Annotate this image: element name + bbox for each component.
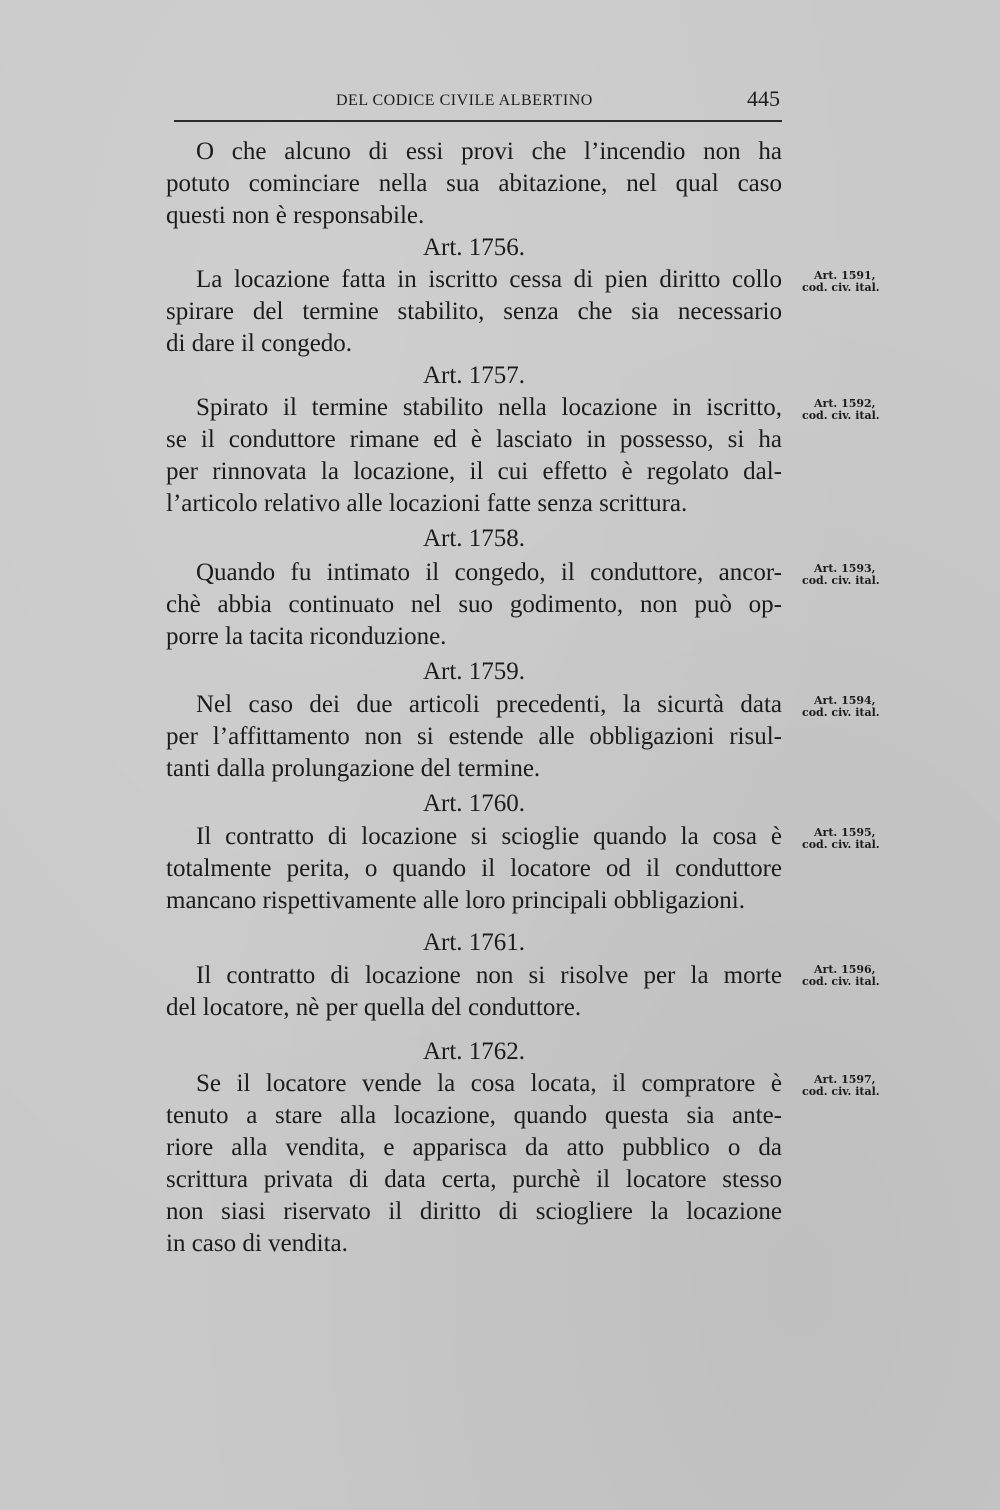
text-line: del locatore, nè per quella del conduttore. bbox=[166, 994, 582, 1021]
text-line: O che alcuno di essi provi che l’incendio non ha bbox=[196, 138, 782, 165]
article-heading: Art. 1761. bbox=[422, 929, 526, 956]
margin-note bbox=[802, 964, 902, 988]
article-heading: Art. 1762. bbox=[422, 1038, 526, 1065]
margin-note-article: Art. 1597, bbox=[814, 1073, 876, 1086]
text-line: per l’affittamento non si estende alle obbligazioni risul- bbox=[166, 723, 782, 750]
text-line: l’articolo relativo alle locazioni fatte senza scrittura. bbox=[166, 490, 688, 517]
text-line: Il contratto di locazione non si risolve per la morte bbox=[196, 962, 782, 989]
article-heading: Art. 1760. bbox=[422, 790, 526, 817]
text-line: se il conduttore rimane ed è lasciato in possesso, si ha bbox=[166, 426, 782, 453]
intro-paragraph bbox=[166, 136, 782, 232]
text-line: di dare il congedo. bbox=[166, 330, 353, 357]
text-line: riore alla vendita, e apparisca da atto pubblico o da bbox=[166, 1134, 782, 1161]
text-line: scrittura privata di data certa, purchè il locatore stesso bbox=[166, 1166, 782, 1193]
text-line: in caso di vendita. bbox=[166, 1230, 348, 1257]
text-line: Nel caso dei due articoli precedenti, la sicurtà data bbox=[196, 691, 782, 718]
text-line: totalmente perita, o quando il locatore od il conduttore bbox=[166, 855, 782, 882]
margin-note-article: Art. 1594, bbox=[814, 694, 876, 707]
text-line: spirare del termine stabilito, senza che sia necessario bbox=[166, 298, 782, 325]
margin-note-code: cod. civ. ital. bbox=[802, 975, 880, 988]
margin-note bbox=[802, 695, 902, 719]
margin-note-article: Art. 1596, bbox=[814, 963, 876, 976]
margin-note-code: cod. civ. ital. bbox=[802, 409, 880, 422]
margin-note bbox=[802, 398, 902, 422]
article-heading: Art. 1756. bbox=[422, 234, 526, 261]
article-heading: Art. 1759. bbox=[422, 658, 526, 685]
margin-note-code: cod. civ. ital. bbox=[802, 1085, 880, 1098]
margin-note-code: cod. civ. ital. bbox=[802, 838, 880, 851]
margin-note bbox=[802, 1074, 902, 1098]
text-line: Quando fu intimato il congedo, il conduttore, ancor- bbox=[196, 559, 782, 586]
text-line: La locazione fatta in iscritto cessa di pien diritto collo bbox=[196, 266, 782, 293]
text-line: potuto cominciare nella sua abitazione, nel qual caso bbox=[166, 170, 782, 197]
text-line: Se il locatore vende la cosa locata, il compratore è bbox=[196, 1070, 782, 1097]
margin-note-article: Art. 1592, bbox=[814, 397, 876, 410]
page-number: 445 bbox=[747, 86, 780, 111]
margin-note-article: Art. 1593, bbox=[814, 562, 876, 575]
article-paragraph bbox=[166, 264, 782, 360]
article-paragraph bbox=[166, 689, 782, 785]
header-rule bbox=[174, 120, 782, 122]
text-line: mancano rispettivamente alle loro principali obbligazioni. bbox=[166, 887, 745, 914]
margin-note-code: cod. civ. ital. bbox=[802, 281, 880, 294]
running-header bbox=[166, 86, 782, 116]
article-paragraph bbox=[166, 1068, 782, 1260]
article-heading: Art. 1758. bbox=[422, 525, 526, 552]
text-line: non siasi riservato il diritto di sciogliere la locazione bbox=[166, 1198, 782, 1225]
margin-note bbox=[802, 827, 902, 851]
margin-note bbox=[802, 563, 902, 587]
text-line: porre la tacita riconduzione. bbox=[166, 623, 447, 650]
text-line: Spirato il termine stabilito nella locazione in iscritto, bbox=[196, 394, 782, 421]
margin-note-article: Art. 1591, bbox=[814, 269, 876, 282]
text-line: Il contratto di locazione si scioglie quando la cosa è bbox=[196, 823, 782, 850]
article-paragraph bbox=[166, 557, 782, 653]
margin-note-article: Art. 1595, bbox=[814, 826, 876, 839]
article-paragraph bbox=[166, 392, 782, 520]
article-paragraph bbox=[166, 960, 782, 1024]
margin-note-code: cod. civ. ital. bbox=[802, 706, 880, 719]
text-line: per rinnovata la locazione, il cui effetto è regolato dal- bbox=[166, 458, 782, 485]
margin-note-code: cod. civ. ital. bbox=[802, 574, 880, 587]
text-line: tenuto a stare alla locazione, quando questa sia ante- bbox=[166, 1102, 782, 1129]
article-heading: Art. 1757. bbox=[422, 362, 526, 389]
header-title: DEL CODICE CIVILE ALBERTINO bbox=[336, 92, 593, 109]
margin-note bbox=[802, 270, 902, 294]
text-line: tanti dalla prolungazione del termine. bbox=[166, 755, 541, 782]
article-paragraph bbox=[166, 821, 782, 917]
text-line: chè abbia continuato nel suo godimento, non può op- bbox=[166, 591, 782, 618]
text-line: questi non è responsabile. bbox=[166, 202, 425, 229]
